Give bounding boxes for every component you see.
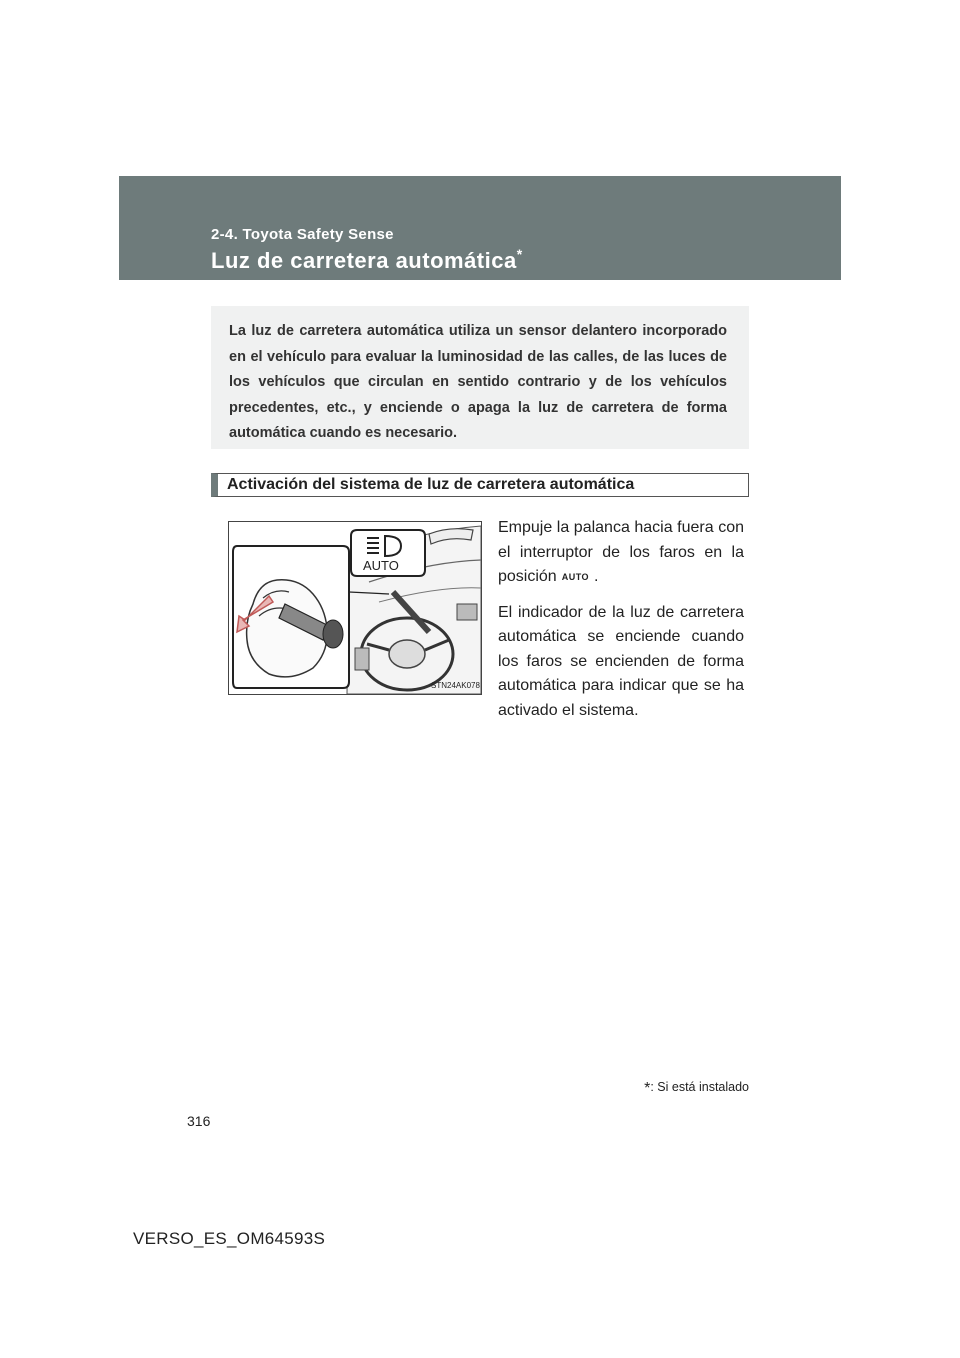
chapter-header bbox=[119, 176, 841, 280]
footnote bbox=[644, 1080, 749, 1098]
auto-switch-label: AUTO bbox=[363, 558, 399, 573]
asterisk-icon: * bbox=[644, 1080, 651, 1097]
instructions bbox=[498, 516, 744, 734]
page-title-text: Luz de carretera automática bbox=[211, 248, 517, 273]
instruction-text: Empuje la palanca hacia fuera con el interruptor de los faros en la posición bbox=[498, 519, 744, 585]
section-label: 2-4. Toyota Safety Sense bbox=[211, 226, 394, 243]
instruction-paragraph-1 bbox=[498, 516, 744, 590]
headlight-switch-illustration bbox=[229, 522, 481, 694]
document-code: VERSO_ES_OM64593S bbox=[133, 1229, 326, 1248]
figure-code: STN24AK078 bbox=[431, 681, 480, 690]
footnote-text: : Si está instalado bbox=[650, 1080, 749, 1094]
auto-position-icon: AUTO bbox=[561, 572, 590, 582]
instruction-paragraph-2: El indicador de la luz de carretera automática se enciende cuando los faros se encienden de forma automática para indicar que se ha activado el sistema. bbox=[498, 603, 744, 719]
instruction-text-end: . bbox=[594, 568, 599, 585]
asterisk-marker: * bbox=[516, 246, 523, 262]
page-title bbox=[211, 248, 523, 274]
page-number: 316 bbox=[187, 1113, 211, 1129]
section-heading: Activación del sistema de luz de carretera automática bbox=[211, 473, 749, 497]
intro-box: La luz de carretera automática utiliza un sensor delantero incorporado en el vehículo para evaluar la luminosidad de las calles, de las luces de los vehículos que circulan en sentido contrario y de los vehículos precedentes, etc., y enciende o apaga la luz de carretera de forma automática cuando es necesario. bbox=[211, 306, 749, 449]
illustration-figure bbox=[228, 521, 482, 695]
